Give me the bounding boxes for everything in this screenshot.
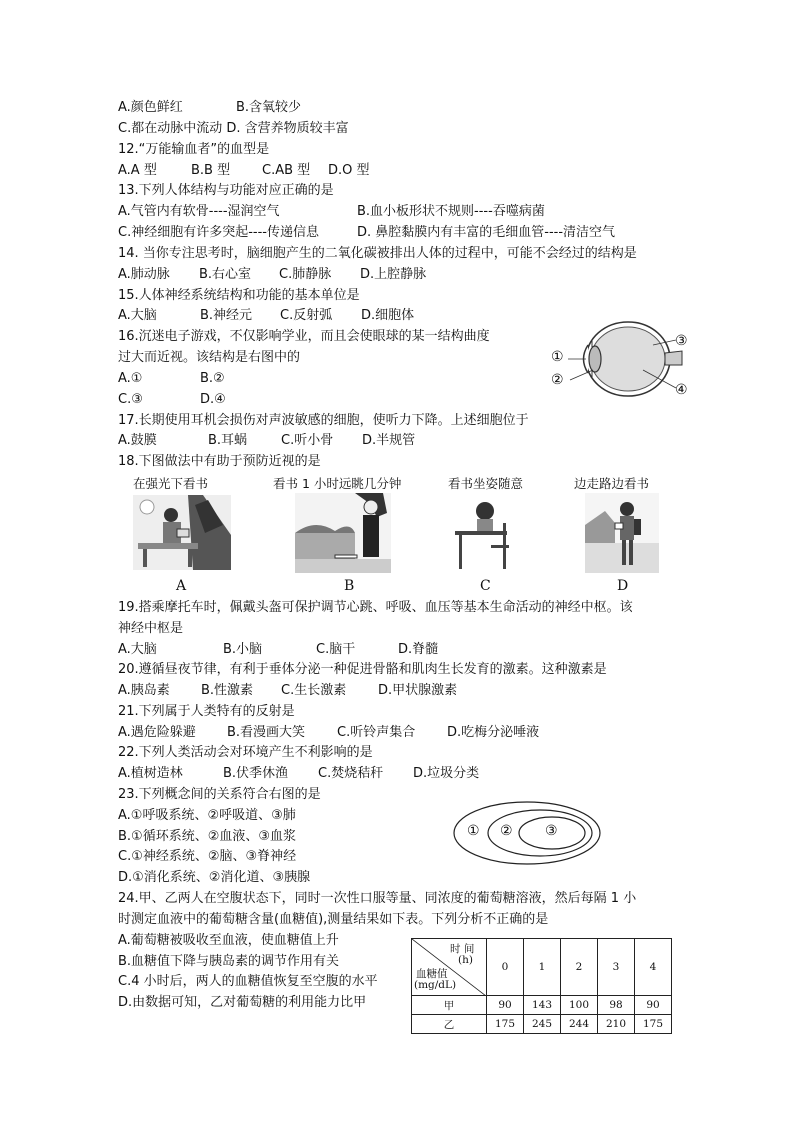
q24-option-a: A.葡萄糖被吸收至血液，使血糖值上升 (118, 933, 339, 948)
q18-letter-a: A (176, 578, 187, 594)
q18-caption-b: 看书 1 小时远眺几分钟 (273, 476, 402, 491)
q12-option-c: C.AB 型 (262, 163, 311, 178)
eye-label-2: ② (551, 372, 564, 388)
q16-option-d: D.④ (200, 392, 226, 407)
q19-option-d: D.脊髓 (398, 642, 439, 657)
table-cell: 143 (524, 996, 561, 1015)
table-row (412, 1015, 672, 1034)
q18-caption-d: 边走路边看书 (574, 476, 650, 491)
q13-option-d: D. 鼻腔黏膜内有丰富的毛细血管----清洁空气 (357, 225, 616, 240)
q22-option-c: C.焚烧秸秆 (318, 766, 384, 781)
q19-option-c: C.脑干 (316, 642, 356, 657)
q16-stem-line2: 过大而近视。该结构是右图中的 (118, 350, 301, 365)
q14-stem: 14. 当你专注思考时，脑细胞产生的二氧化碳被排出人体的过程中，可能不会经过的结构是 (118, 246, 637, 261)
q18-stem: 18.下图做法中有助于预防近视的是 (118, 454, 321, 469)
q23-option-d: D.①消化系统、②消化道、③胰腺 (118, 870, 311, 885)
q18-caption-a: 在强光下看书 (133, 476, 209, 491)
table-cell: 244 (561, 1015, 598, 1034)
q24-option-c: C.4 小时后，两人的血糖值恢复至空腹的水平 (118, 974, 378, 989)
picture-strong-light-reading (133, 495, 231, 570)
q18-letter-b: B (344, 578, 355, 594)
q20-option-a: A.胰岛素 (118, 683, 170, 698)
q17-option-b: B.耳蜗 (208, 433, 248, 448)
q24-option-d: D.由数据可知，乙对葡萄糖的利用能力比甲 (118, 995, 367, 1010)
q16-stem-line1: 16.沉迷电子游戏，不仅影响学业，而且会使眼球的某一结构曲度 (118, 329, 490, 344)
header-hour: 2 (561, 939, 598, 996)
q11-option-a: A.颜色鲜红 (118, 100, 183, 115)
header-hour: 1 (524, 939, 561, 996)
q22-option-a: A.植树造林 (118, 766, 183, 781)
header-hour: 4 (635, 939, 672, 996)
table-cell: 100 (561, 996, 598, 1015)
header-hour: 3 (598, 939, 635, 996)
q11-option-b: B.含氧较少 (236, 100, 302, 115)
ellipse-label-3: ③ (545, 823, 558, 839)
q22-option-d: D.垃圾分类 (413, 766, 480, 781)
q12-option-b: B.B 型 (191, 163, 231, 178)
header-glucose-unit: (mg/dL) (414, 979, 457, 991)
q13-option-c: C.神经细胞有许多突起----传递信息 (118, 225, 319, 240)
eye-label-1: ① (551, 349, 564, 365)
header-hour: 0 (487, 939, 524, 996)
q21-option-b: B.看漫画大笑 (227, 725, 306, 740)
q21-option-c: C.听铃声集合 (337, 725, 416, 740)
q13-option-b: B.血小板形状不规则----吞噬病菌 (357, 204, 545, 219)
q20-option-c: C.生长激素 (281, 683, 347, 698)
row-label: 乙 (412, 1015, 487, 1034)
q22-option-b: B.伏季休渔 (223, 766, 289, 781)
q14-option-d: D.上腔静脉 (360, 267, 427, 282)
q19-option-a: A.大脑 (118, 642, 157, 657)
q15-option-a: A.大脑 (118, 308, 157, 323)
q14-option-b: B.右心室 (199, 267, 252, 282)
q15-option-b: B.神经元 (200, 308, 253, 323)
q14-option-a: A.肺动脉 (118, 267, 170, 282)
q17-option-a: A.鼓膜 (118, 433, 157, 448)
q19-stem-line2: 神经中枢是 (118, 621, 184, 636)
q12-option-a: A.A 型 (118, 163, 157, 178)
q24-option-b: B.血糖值下降与胰岛素的调节作用有关 (118, 954, 340, 969)
q23-option-a: A.①呼吸系统、②呼吸道、③肺 (118, 808, 296, 823)
picture-reading-while-walking (585, 493, 659, 573)
q18-caption-c: 看书坐姿随意 (448, 476, 524, 491)
q18-letter-c: C (480, 578, 491, 594)
ellipse-label-2: ② (500, 823, 513, 839)
q24-stem-line1: 24.甲、乙两人在空腹状态下，同时一次性口服等量、同浓度的葡萄糖溶液，然后每隔 1 小 (118, 891, 637, 906)
q19-stem-line1: 19.搭乘摩托车时，佩戴头盔可保护调节心跳、呼吸、血压等基本生命活动的神经中枢。该 (118, 600, 633, 615)
q21-option-d: D.吃梅分泌唾液 (447, 725, 540, 740)
q17-option-d: D.半规管 (362, 433, 416, 448)
q13-option-a: A.气管内有软骨----湿润空气 (118, 204, 280, 219)
picture-looking-into-distance (295, 493, 391, 573)
q16-option-b: B.② (200, 371, 225, 386)
q11-option-cd: C.都在动脉中流动 D. 含营养物质较丰富 (118, 121, 349, 136)
eye-label-3: ③ (675, 333, 688, 349)
q20-option-b: B.性激素 (201, 683, 254, 698)
eye-label-4: ④ (675, 382, 688, 398)
q23-stem: 23.下列概念间的关系符合右图的是 (118, 787, 321, 802)
q15-stem: 15.人体神经系统结构和功能的基本单位是 (118, 288, 360, 303)
q17-option-c: C.听小骨 (281, 433, 334, 448)
ellipse-label-1: ① (467, 823, 480, 839)
q23-option-c: C.①神经系统、②脑、③脊神经 (118, 849, 297, 864)
q16-option-a: A.① (118, 371, 143, 386)
q21-stem: 21.下列属于人类特有的反射是 (118, 704, 295, 719)
picture-bad-sitting-posture (455, 493, 517, 571)
table-row (412, 996, 672, 1015)
q21-option-a: A.遇危险躲避 (118, 725, 196, 740)
q15-option-c: C.反射弧 (280, 308, 333, 323)
q14-option-c: C.肺静脉 (279, 267, 332, 282)
table-cell: 98 (598, 996, 635, 1015)
q24-stem-line2: 时测定血液中的葡萄糖含量(血糖值),测量结果如下表。下列分析不正确的是 (118, 912, 549, 927)
table-cell: 245 (524, 1015, 561, 1034)
q17-stem: 17.长期使用耳机会损伤对声波敏感的细胞，使听力下降。上述细胞位于 (118, 413, 529, 428)
row-label: 甲 (412, 996, 487, 1015)
header-time: 时 间 (450, 943, 475, 955)
q22-stem: 22.下列人类活动会对环境产生不利影响的是 (118, 745, 373, 760)
table-cell: 90 (487, 996, 524, 1015)
q18-letter-d: D (617, 578, 629, 594)
table-cell: 175 (635, 1015, 672, 1034)
q16-option-c: C.③ (118, 392, 143, 407)
q15-option-d: D.细胞体 (361, 308, 415, 323)
table-cell: 90 (635, 996, 672, 1015)
q20-option-d: D.甲状腺激素 (378, 683, 458, 698)
q12-stem: 12.“万能输血者”的血型是 (118, 142, 270, 157)
table-cell: 175 (487, 1015, 524, 1034)
q20-stem: 20.遵循昼夜节律，有利于垂体分泌一种促进骨骼和肌肉生长发育的激素。这种激素是 (118, 662, 607, 677)
header-time-unit: (h) (458, 954, 473, 966)
header-glucose: 血糖值 (416, 968, 448, 980)
q19-option-b: B.小脑 (223, 642, 263, 657)
q12-option-d: D.O 型 (328, 163, 370, 178)
table-cell: 210 (598, 1015, 635, 1034)
q13-stem: 13.下列人体结构与功能对应正确的是 (118, 183, 334, 198)
blood-glucose-table (411, 938, 672, 1034)
q23-option-b: B.①循环系统、②血液、③血浆 (118, 829, 297, 844)
table-corner-header (412, 939, 487, 996)
